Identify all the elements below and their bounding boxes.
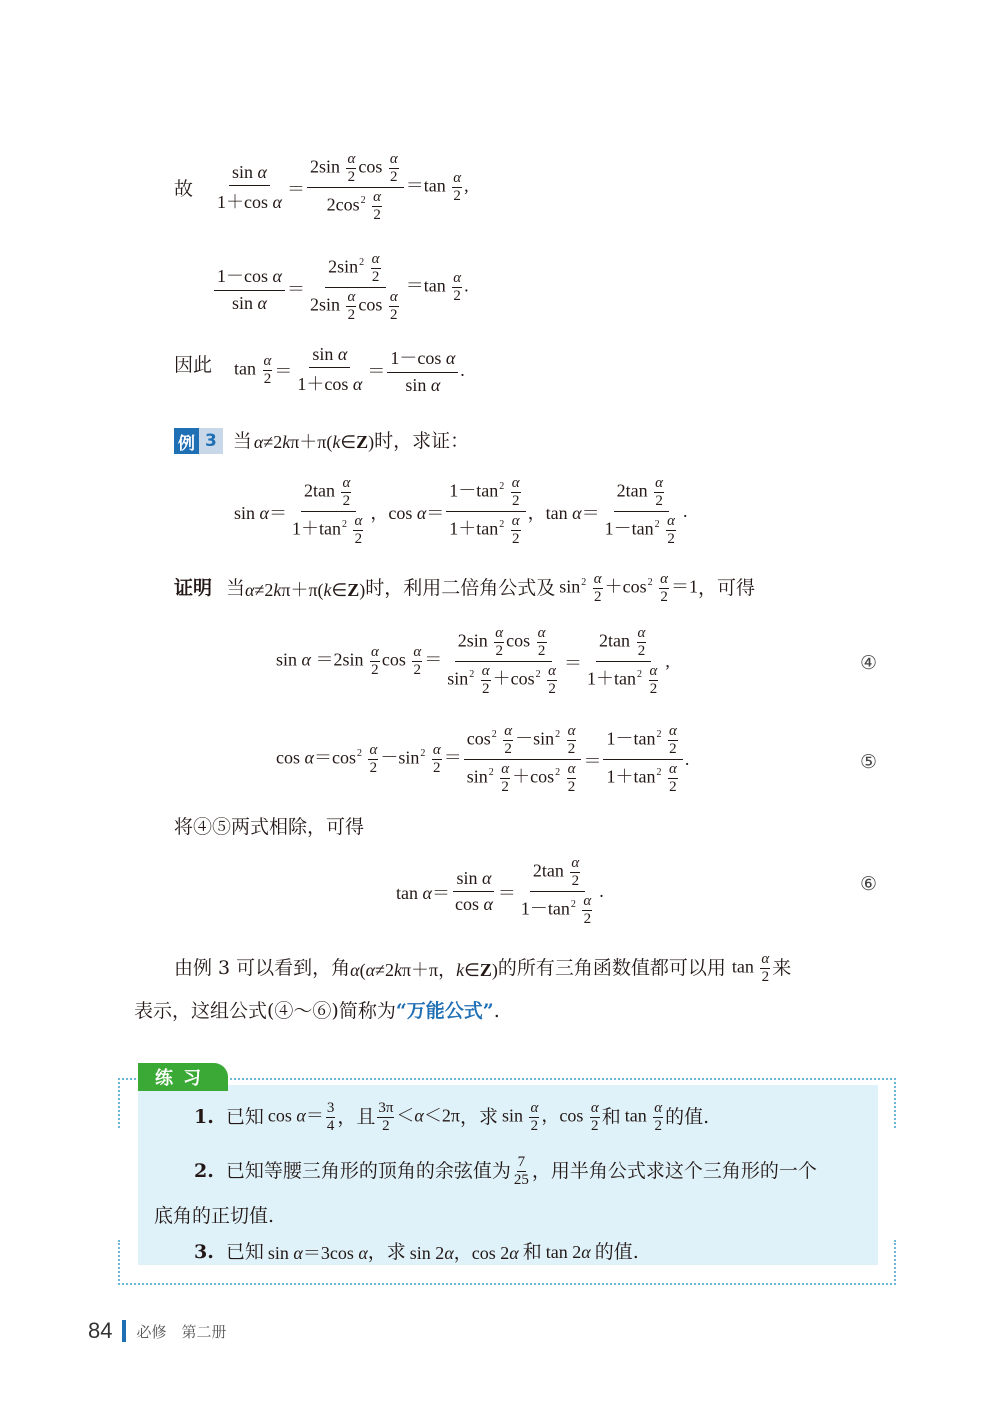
practice-item-3-text-d: 的值. [594, 1240, 639, 1263]
proof-heading [174, 572, 755, 605]
practice-border-bottom [118, 1283, 896, 1285]
universal-formula-highlight: “万能公式” [395, 1000, 494, 1022]
equation-tan-half-angle: tan $\frac{\alpha}{2}$ ＝ $\frac{\text{sin α}}{\text{1＋cos α}}$ ＝ $\frac{\text{1－cos α}}{\text{sin α}}$ . [234, 344, 465, 395]
equation-sin-over-1pluscos: $\frac{\text{sin α}}{\text{1＋cos α}}$ ＝ 2sin $\frac{\alpha}{2}$ cos $\frac{\alpha}{2}$ $2\cos^2$ $\frac{\alpha}{2}$ ＝tan $\frac{\alpha}{2}$ , [217, 151, 469, 223]
footer-divider [122, 1320, 126, 1342]
proof-condition: α≠2kπ＋π(k∈Z) [245, 579, 366, 600]
practice-item-3-math-c: tan 2α [545, 1241, 591, 1262]
example-3-heading [174, 428, 469, 454]
practice-item-3-number: 3. [194, 1240, 214, 1263]
practice-item-1-text-e: 的值. [665, 1106, 710, 1128]
example-statement-a: 当 [232, 429, 252, 452]
divide-text: 将④⑤两式相除，可得 [174, 816, 365, 838]
example-badge-number: 3 [199, 428, 223, 454]
equation-6: tan α＝ $\frac{\text{sin α}}{\text{cos α}}$ ＝ 2tan $\frac{\alpha}{2}$ $1-\tan^2$ $\frac{\alpha}{2}$ . [396, 855, 604, 927]
practice-tab: 练习 [138, 1063, 228, 1091]
example-statement-b: 时，求证： [374, 429, 470, 452]
practice-item-1-text-a: 已知 [225, 1106, 264, 1128]
practice-item-2-text-b: ，用半角公式求这个三角形的一个 [531, 1160, 817, 1182]
practice-border-left [118, 1078, 120, 1128]
block2-prefix: 因此 [174, 354, 213, 376]
book-title: 必修 第二册 [136, 1322, 227, 1341]
conclusion-text-line2: 表示，这组公式(④～⑥)简称为 [134, 1000, 396, 1022]
practice-border-top [118, 1078, 896, 1080]
practice-item-1-math-b: $\frac{3\pi}{2}$ ＜α＜2π [378, 1100, 460, 1134]
page-footer [88, 1318, 227, 1344]
practice-item-3-text-a: 已知 [225, 1240, 264, 1263]
proof-label: 证明 [174, 577, 213, 599]
practice-item-2-fraction: $\frac{7}{25}$ [513, 1154, 529, 1188]
practice-item-2-text-a: 已知等腰三角形的顶角的余弦值为 [225, 1160, 511, 1182]
conclusion-line-1 [174, 952, 791, 985]
practice-item-3-math-a: sin α＝3cos α [267, 1243, 368, 1263]
practice-item-1 [194, 1101, 709, 1134]
equation-tag-4: ④ [860, 652, 878, 674]
practice-border-left-lower [118, 1240, 120, 1285]
conclusion-text-c: 来 [772, 957, 792, 979]
page-number: 84 [88, 1318, 113, 1343]
proof-text-c: ，可得 [698, 577, 756, 599]
practice-item-3 [194, 1239, 639, 1265]
proof-text-a: 当 [226, 577, 246, 599]
conclusion-line2-end: . [493, 1000, 500, 1022]
proof-text-b: 时，利用二倍角公式及 [365, 577, 556, 599]
practice-item-3-text-b: ，求 [367, 1240, 406, 1263]
conclusion-text-b: 的所有三角函数值都可以用 [497, 957, 726, 979]
practice-item-3-math-b: sin 2α，cos 2α [409, 1243, 519, 1263]
proof-identity: $\sin^2$ $\frac{\alpha}{2}$ $+\cos^2$ $\frac{\alpha}{2}$ ＝1 [559, 571, 699, 605]
practice-item-1-math-a: cos α＝ $\frac{3}{4}$ [267, 1100, 335, 1134]
block1-prefix: 故 [174, 178, 194, 200]
practice-item-1-math-c: sin $\frac{\alpha}{2}$ ，cos $\frac{\alpha}{2}$ [501, 1100, 599, 1134]
practice-item-3-text-c: 和 [522, 1240, 542, 1263]
practice-border-right [894, 1078, 896, 1128]
practice-item-1-math-d: tan $\frac{\alpha}{2}$ [624, 1100, 663, 1134]
practice-item-1-text-d: 和 [601, 1106, 621, 1128]
equation-tag-5: ⑤ [860, 751, 878, 773]
equation-4: sin α ＝2sin $\frac{\alpha}{2}$ cos $\frac{\alpha}{2}$ ＝ 2sin $\frac{\alpha}{2}$ cos $\frac{\alpha}{2}$ $\sin^2$ $\frac{\alpha}{2}$ $+\cos^2$ $\frac{\alpha}{2}$ ＝ 2tan $\frac{\alpha}{2}$ $1+\tan^2$ $\frac{\alpha}{2}$ , [276, 625, 670, 697]
equation-5: $\cos \alpha=\cos^2$ $\frac{\alpha}{2}$ $-\sin^2$ $\frac{\alpha}{2}$ ＝ $\cos^2$ $\frac{\alpha}{2}$ $-\sin^2$ $\frac{\alpha}{2}$ $\sin^2$ $\frac{\alpha}{2}$ $+\cos^2$ $\frac{\alpha}{2}$ ＝ $1-\tan^2$ $\frac{\alpha}{2}$ $1+\tan^2$ $\frac{\alpha}{2}$ . [276, 723, 690, 795]
equation-universal-formulas: sin α＝ 2tan $\frac{\alpha}{2}$ $1+\tan^2$ $\frac{\alpha}{2}$ ，cos α＝ $1-\tan^2$ $\frac{\alpha}{2}$ $1+\tan^2$ $\frac{\alpha}{2}$ ，tan α＝ 2tan $\frac{\alpha}{2}$ $1-\tan^2$ $\frac{\alpha}{2}$ . [234, 475, 688, 547]
practice-item-2 [194, 1155, 817, 1188]
conclusion-tan-half: tan $\frac{\alpha}{2}$ [731, 951, 770, 985]
equation-tag-6: ⑥ [860, 873, 878, 895]
practice-item-1-text-b: ，且 [337, 1106, 376, 1128]
example-badge [174, 428, 223, 454]
practice-item-2-number: 2. [194, 1160, 214, 1182]
conclusion-text-a: 由例 3 可以看到，角 [174, 957, 351, 979]
conclusion-condition: α(α≠2kπ＋π，k∈Z) [350, 959, 498, 980]
practice-item-2-continuation: 底角的正切值. [154, 1205, 275, 1227]
practice-item-1-text-c: ，求 [459, 1106, 498, 1128]
practice-box [118, 1068, 896, 1285]
equation-1minuscos-over-sin: $\frac{\text{1－cos α}}{\text{sin α}}$ ＝ $2\sin^2$ $\frac{\alpha}{2}$ 2sin $\frac{\alpha}{2}$ cos $\frac{\alpha}{2}$ ＝tan $\frac{\alpha}{2}$ . [212, 252, 469, 323]
example-condition: α≠2kπ＋π(k∈Z) [253, 432, 375, 452]
conclusion-line-2 [134, 1002, 500, 1021]
example-badge-label: 例 [174, 428, 199, 454]
practice-border-right-lower [894, 1240, 896, 1285]
practice-item-1-number: 1. [194, 1106, 214, 1128]
